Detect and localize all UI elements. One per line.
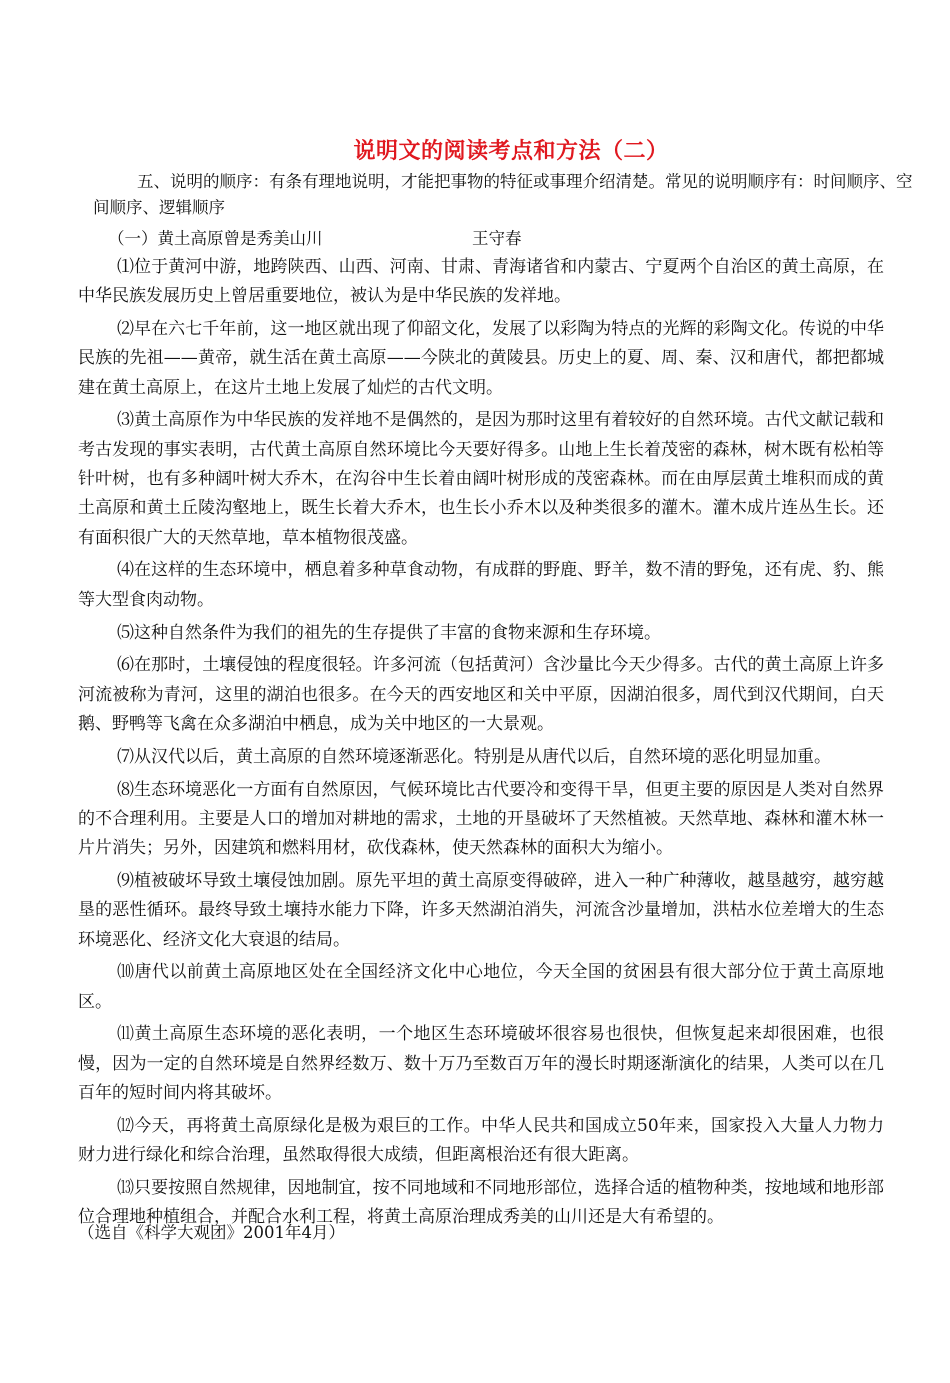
paragraph-1: ⑴位于黄河中游，地跨陕西、山西、河南、甘肃、青海诸省和内蒙古、宁夏两个自治区的黄土高原，在中华民族发展历史上曾居重要地位，被认为是中华民族的发祥地。 [78,257,884,307]
article-body [78,253,884,1236]
paragraph-12: ⑿今天，再将黄土高原绿化是极为艰巨的工作。中华人民共和国成立50年来，国家投入大量人力物力财力进行绿化和综合治理，虽然取得很大成绩，但距离根治还有很大距离。 [78,1115,884,1166]
article-author: 王守春 [472,229,522,248]
paragraph-3: ⑶黄土高原作为中华民族的发祥地不是偶然的，是因为那时这里有着较好的自然环境。古代文献记载和考古发现的事实表明，古代黄土高原自然环境比今天要好得多。山地上生长着茂密的森林，树木既有松柏等针叶树，也有多种阔叶树大乔木，在沟谷中生长着由阔叶树形成的茂密森林。而在由厚层黄土堆积而成的黄土高原和黄土丘陵沟壑地上，既生长着大乔木，也生长小乔木以及种类很多的灌木。灌木成片连丛生长。还有面积很广大的天然草地，草本植物很茂盛。 [78,410,884,548]
paragraph-10: ⑽唐代以前黄土高原地区处在全国经济文化中心地位，今天全国的贫困县有很大部分位于黄土高原地区。 [78,962,884,1012]
paragraph-7: ⑺从汉代以后，黄土高原的自然环境逐渐恶化。特别是从唐代以后，自然环境的恶化明显加重。 [117,746,831,767]
paragraph-9: ⑼植被破坏导致土壤侵蚀加剧。原先平坦的黄土高原变得破碎，进入一种广种薄收，越垦越穷，越穷越垦的恶性循环。最终导致土壤持水能力下降，许多天然湖泊消失，河流含沙量增加，洪枯水位差增大的生态环境恶化、经济文化大衰退的结局。 [78,870,884,950]
paragraph-13: ⒀只要按照自然规律，因地制宜，按不同地域和不同地形部位，选择合适的植物种类，按地域和地形部位合理地种植组合，并配合水利工程，将黄土高原治理成秀美的山川还是大有希望的。 [78,1177,884,1228]
paragraph-2: ⑵早在六七千年前，这一地区就出现了仰韶文化，发展了以彩陶为特点的光辉的彩陶文化。传说的中华民族的先祖——黄帝，就生活在黄土高原——今陕北的黄陵县。历史上的夏、周、秦、汉和唐代，都把都城建在黄土高原上，在这片土地上发展了灿烂的古代文明。 [78,319,884,398]
paragraph-11: ⑾黄土高原生态环境的恶化表明，一个地区生态环境破坏很容易也很快，但恢复起来却很困难，也很慢，因为一定的自然环境是自然界经数万、数十万乃至数百万年的漫长时期逐渐演化的结果，人类可以在几百年的短时间内将其破坏。 [78,1024,884,1104]
article-heading: （一）黄土高原曾是秀美山川 [108,229,323,248]
intro-paragraph: 五、说明的顺序：有条有理地说明，才能把事物的特征或事理介绍清楚。常见的说明顺序有：时间顺序、空间顺序、逻辑顺序 [93,172,913,217]
paragraph-8: ⑻生态环境恶化一方面有自然原因，气候环境比古代要冷和变得干旱，但更主要的原因是人类对自然界的不合理利用。主要是人口的增加对耕地的需求，土地的开垦破坏了天然植被。天然草地、森林和灌木林一片片消失；另外，因建筑和燃料用材，砍伐森林，使天然森林的面积大为缩小。 [78,779,884,859]
paragraph-5: ⑸这种自然条件为我们的祖先的生存提供了丰富的食物来源和生存环境。 [117,622,661,643]
paragraph-4: ⑷在这样的生态环境中，栖息着多种草食动物，有成群的野鹿、野羊，数不清的野兔，还有虎、豹、熊等大型食肉动物。 [78,560,884,610]
source-citation: （选自《科学大观团》2001年4月） [78,1223,345,1242]
document-title: 说明文的阅读考点和方法（二） [353,139,669,164]
paragraph-6: ⑹在那时，土壤侵蚀的程度很轻。许多河流（包括黄河）含沙量比今天少得多。古代的黄土高原上许多河流被称为青河，这里的湖泊也很多。在今天的西安地区和关中平原，因湖泊很多，周代到汉代期间，白天鹅、野鸭等飞禽在众多湖泊中栖息，成为关中地区的一大景观。 [78,655,884,734]
article-heading-line [108,228,522,250]
